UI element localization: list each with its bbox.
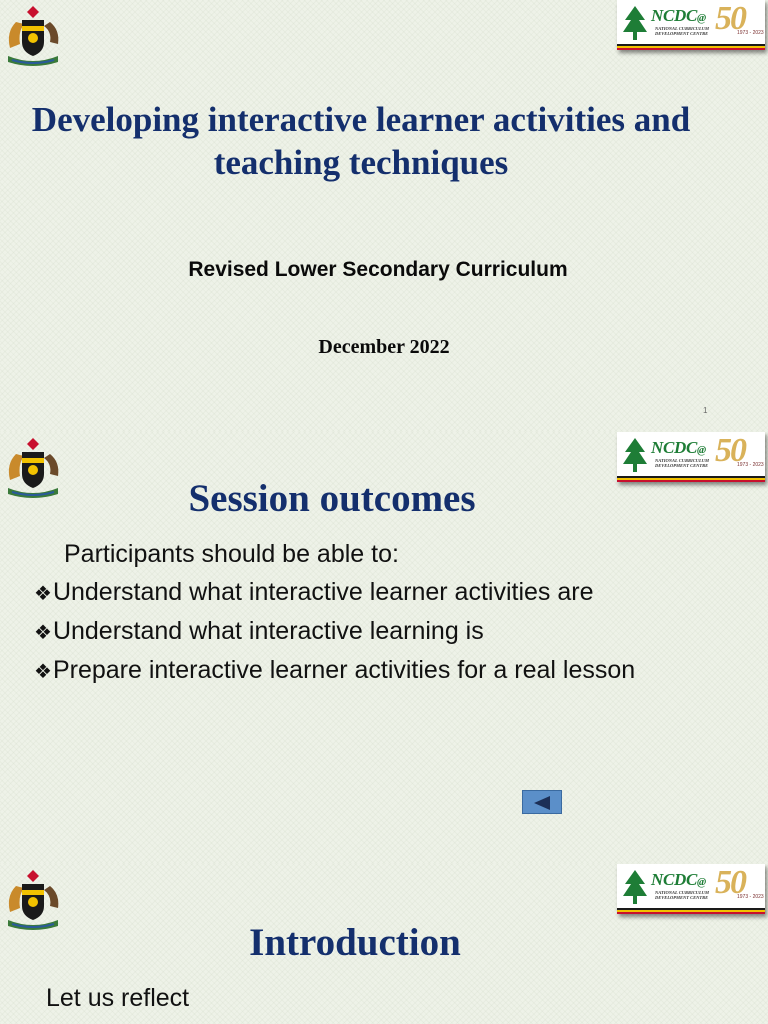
ncdc-logo: NCDC@ NATIONAL CURRICULUM DEVELOPMENT CENTRE 50 1973 - 2023	[617, 864, 765, 914]
diamond-bullet-icon: ❖	[34, 622, 52, 644]
ncdc-logo: NCDC@ NATIONAL CURRICULUM DEVELOPMENT CENTRE 50 1973 - 2023	[617, 432, 765, 482]
slide-number: 1	[703, 406, 708, 415]
list-item: ❖Understand what interactive learning is	[34, 617, 484, 645]
back-arrow-icon	[534, 796, 550, 810]
slide-1	[0, 0, 768, 432]
coat-of-arms-icon	[2, 2, 64, 68]
slide-3	[0, 864, 768, 1024]
slide-subtitle: Revised Lower Secondary Curriculum	[188, 258, 568, 281]
slide-2	[0, 432, 768, 864]
slide-body-text: Let us reflect	[46, 984, 190, 1012]
list-item: ❖Understand what interactive learner activities are	[34, 578, 594, 606]
diamond-bullet-icon: ❖	[34, 583, 52, 605]
back-button[interactable]	[522, 790, 562, 814]
tree-icon	[623, 870, 647, 904]
slide-title: Introduction	[249, 921, 461, 964]
ncdc-logo: NCDC@ NATIONAL CURRICULUM DEVELOPMENT CENTRE 50 1973 - 2023	[617, 0, 765, 50]
slide-date: December 2022	[318, 336, 450, 358]
outcomes-intro: Participants should be able to:	[64, 540, 399, 568]
list-item: ❖Prepare interactive learner activities for a real lesson	[34, 656, 636, 684]
slide-title: Session outcomes	[188, 477, 476, 520]
tree-icon	[623, 438, 647, 472]
slide-title: Developing interactive learner activities and teaching techniques	[31, 100, 691, 182]
diamond-bullet-icon: ❖	[34, 661, 52, 683]
tree-icon	[623, 6, 647, 40]
